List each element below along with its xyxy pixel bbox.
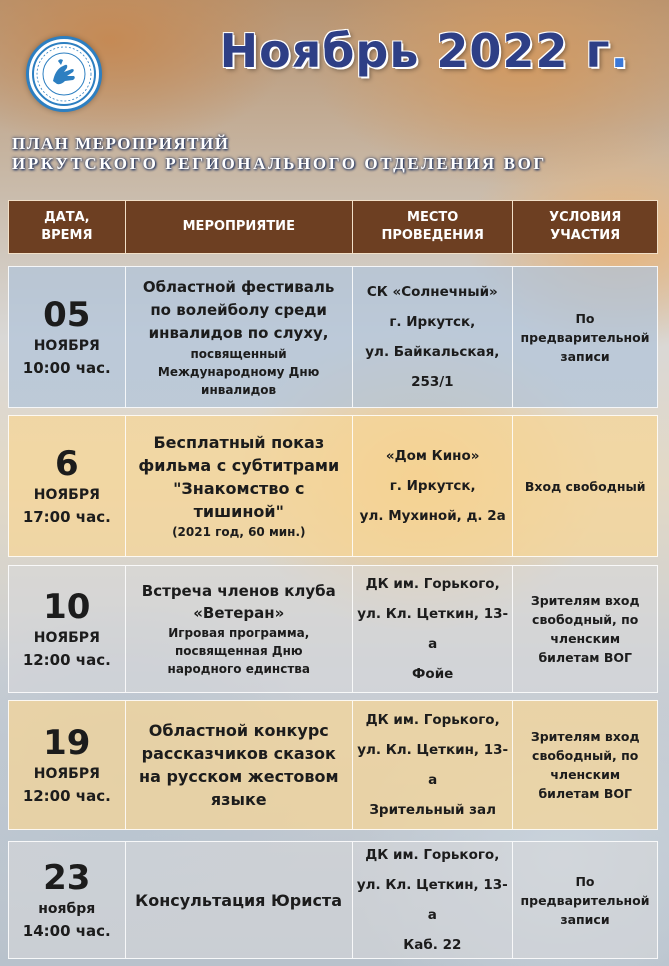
place-line: СК «Солнечный» (366, 284, 498, 300)
event-title: Бесплатный показ фильма с субтитрами "Знакомство с тишиной" (138, 433, 340, 521)
event-time: 17:00 час. (22, 508, 111, 526)
table-row (8, 415, 658, 557)
place-line: г. Иркутск, (389, 478, 476, 494)
month-title-text: Ноябрь 2022 г (219, 24, 611, 78)
event-day: 05 (43, 295, 91, 335)
event-subtitle: Игровая программа, посвященная Дню народного единства (167, 626, 310, 676)
event-day: 6 (54, 444, 79, 484)
event-time: 12:00 час. (22, 787, 111, 805)
date-cell (9, 267, 126, 407)
event-month: НОЯБРЯ (33, 630, 100, 646)
event-title: Консультация Юриста (135, 890, 342, 910)
date-cell (9, 416, 126, 556)
place-line: ул. Мухиной, д. 2а (359, 508, 506, 524)
plan-heading-line2: ИРКУТСКОГО РЕГИОНАЛЬНОГО ОТДЕЛЕНИЯ ВОГ (12, 154, 547, 173)
event-time: 14:00 час. (22, 922, 111, 940)
condition-text: Зрителям вход свободный, по членским билетам ВОГ (530, 593, 640, 665)
event-title: Областной конкурс рассказчиков сказок на русском жестовом языке (139, 721, 339, 809)
place-line: ул. Кл. Цеткин, 13-а (356, 877, 508, 923)
condition-text: Зрителям вход свободный, по членским билетам ВОГ (530, 729, 640, 801)
condition-cell (513, 566, 657, 692)
event-month: НОЯБРЯ (33, 338, 100, 354)
condition-text: По предварительной записи (520, 873, 650, 927)
place-line: ДК им. Горького, (365, 712, 500, 728)
table-row (8, 841, 658, 959)
month-title-dot: . (610, 24, 629, 78)
condition-cell (513, 701, 657, 829)
plan-heading-line1: ПЛАН МЕРОПРИЯТИЙ (12, 134, 230, 153)
event-cell (126, 701, 353, 829)
event-month: НОЯБРЯ (33, 487, 100, 503)
column-header-conditions: УСЛОВИЯ УЧАСТИЯ (549, 210, 622, 243)
place-cell (353, 701, 513, 829)
event-time: 10:00 час. (22, 359, 111, 377)
place-line: Зрительный зал (369, 802, 496, 818)
plan-heading (12, 134, 547, 174)
event-cell (126, 842, 353, 958)
table-row (8, 700, 658, 830)
place-line: ДК им. Горького, (365, 576, 500, 592)
date-cell (9, 566, 126, 692)
table-row (8, 266, 658, 408)
event-month: НОЯБРЯ (33, 766, 100, 782)
place-line: ул. Кл. Цеткин, 13-а (357, 606, 509, 652)
place-cell (353, 416, 514, 556)
place-line: ДК им. Горького, (365, 847, 500, 863)
event-subtitle: (2021 год, 60 мин.) (172, 525, 306, 539)
place-line: ул. Кл. Цеткин, 13-а (357, 742, 509, 788)
event-title: Областной фестиваль по волейболу среди инвалидов по слуху, (142, 277, 335, 342)
event-month: ноября (38, 901, 96, 917)
page-title (220, 24, 629, 78)
condition-cell (513, 842, 657, 958)
event-day: 23 (43, 858, 91, 898)
place-line: г. Иркутск, (389, 314, 476, 330)
event-day: 19 (43, 723, 91, 763)
event-cell (126, 566, 353, 692)
column-header-event: МЕРОПРИЯТИЕ (126, 201, 353, 253)
column-header-place: МЕСТО ПРОВЕДЕНИЯ (353, 201, 514, 253)
vog-hand-logo-icon (31, 41, 97, 107)
event-cell (126, 267, 353, 407)
event-title: Встреча членов клуба «Ветеран» (141, 582, 336, 622)
date-cell (9, 842, 126, 958)
place-line: Каб. 22 (403, 937, 462, 953)
condition-text: Вход свободный (524, 478, 646, 494)
place-line: Фойе (412, 666, 454, 682)
event-cell (126, 416, 353, 556)
table-row (8, 565, 658, 693)
place-line: «Дом Кино» (385, 448, 480, 464)
place-cell (353, 267, 513, 407)
event-time: 12:00 час. (22, 651, 111, 669)
place-line: ул. Байкальская, 253/1 (365, 344, 500, 390)
column-header-date: ДАТА, ВРЕМЯ (9, 201, 126, 253)
condition-cell (513, 416, 657, 556)
place-cell (353, 842, 513, 958)
event-day: 10 (43, 587, 91, 627)
date-cell (9, 701, 126, 829)
vog-logo (26, 36, 102, 112)
event-subtitle: посвященный Международному Дню инвалидов (157, 346, 320, 397)
place-cell (353, 566, 513, 692)
table-header (8, 200, 658, 254)
condition-text: По предварительной записи (520, 310, 650, 364)
condition-cell (513, 267, 657, 407)
